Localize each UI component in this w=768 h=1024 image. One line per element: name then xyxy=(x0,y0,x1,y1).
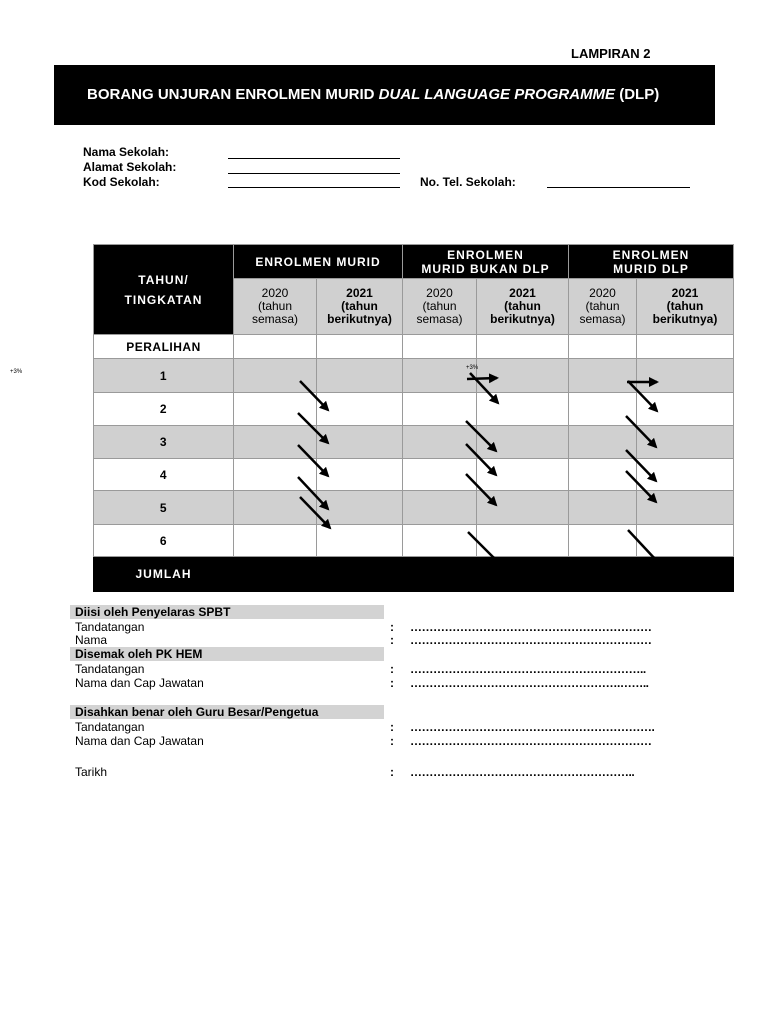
year-next-note-2: berikutnya) xyxy=(490,312,555,326)
table-row-total xyxy=(94,557,734,592)
tel-sekolah-label: No. Tel. Sekolah: xyxy=(420,175,516,189)
form-title-suffix: (DLP) xyxy=(615,86,660,103)
year-current-note-1: (tahun xyxy=(257,299,293,313)
year-current-header xyxy=(403,279,477,335)
year-next-note-1: (tahun xyxy=(341,299,378,313)
year-current-header xyxy=(569,279,637,335)
enrolment-table xyxy=(93,244,734,592)
year-current-note-2: semasa) xyxy=(416,312,463,326)
table-row xyxy=(94,393,734,426)
table-row xyxy=(94,525,734,557)
total-cell xyxy=(569,557,637,592)
group-header-dlp-line1: ENROLMEN xyxy=(612,247,690,262)
row-label: 4 xyxy=(94,459,234,491)
year-current-note-2: semasa) xyxy=(579,312,626,326)
year-next: 2021 xyxy=(671,286,699,300)
cell[interactable] xyxy=(234,491,317,525)
field-colon: : xyxy=(390,720,394,734)
field-label: Nama xyxy=(75,633,108,647)
pkhem-nama-cap-field[interactable]: ……………………………………………….…….. xyxy=(410,676,649,690)
row-label: 2 xyxy=(94,393,234,426)
year-current-header xyxy=(234,279,317,335)
cell[interactable] xyxy=(477,335,569,359)
cell[interactable] xyxy=(403,335,477,359)
section-title-guru-besar: Disahkan benar oleh Guru Besar/Pengetua xyxy=(75,705,319,719)
cell[interactable] xyxy=(637,525,734,557)
cell[interactable] xyxy=(403,393,477,426)
group-header-enrolmen xyxy=(234,245,403,279)
table-row xyxy=(94,491,734,525)
cell[interactable] xyxy=(317,426,403,459)
cell[interactable] xyxy=(317,525,403,557)
field-colon: : xyxy=(390,633,394,647)
cell[interactable] xyxy=(569,335,637,359)
cell[interactable] xyxy=(234,426,317,459)
cell[interactable] xyxy=(403,359,477,393)
cell[interactable] xyxy=(477,491,569,525)
cell[interactable] xyxy=(234,459,317,491)
cell[interactable] xyxy=(569,426,637,459)
field-colon: : xyxy=(390,676,394,690)
total-cell xyxy=(477,557,569,592)
cell[interactable] xyxy=(403,525,477,557)
field-label: Nama dan Cap Jawatan xyxy=(75,734,204,748)
group-header-bukan-dlp-line1: ENROLMEN xyxy=(447,247,524,262)
spbt-tandatangan-field[interactable]: ……………………………………………………… xyxy=(410,620,652,634)
alamat-sekolah-field[interactable] xyxy=(228,173,400,174)
group-header-dlp xyxy=(569,245,734,279)
year-next-note-1: (tahun xyxy=(666,299,704,313)
total-cell xyxy=(403,557,477,592)
cell[interactable] xyxy=(403,426,477,459)
cell[interactable] xyxy=(569,393,637,426)
cell[interactable] xyxy=(317,459,403,491)
cell[interactable] xyxy=(569,525,637,557)
year-next-header xyxy=(317,279,403,335)
year-current: 2020 xyxy=(426,286,453,300)
cell[interactable] xyxy=(637,393,734,426)
nama-sekolah-label: Nama Sekolah: xyxy=(83,145,170,159)
table-row xyxy=(94,426,734,459)
kod-sekolah-field[interactable] xyxy=(228,187,400,188)
group-header-bukan-dlp-line2: MURID BUKAN DLP xyxy=(421,261,550,276)
nama-sekolah-field[interactable] xyxy=(228,158,400,159)
kod-sekolah-label: Kod Sekolah: xyxy=(83,175,160,189)
gb-tandatangan-field[interactable]: ………………………………………………………. xyxy=(410,720,655,734)
year-current-note-1: (tahun xyxy=(422,299,457,313)
field-colon: : xyxy=(390,620,394,634)
form-title-banner xyxy=(54,65,715,125)
year-next: 2021 xyxy=(346,286,373,300)
cell[interactable] xyxy=(477,393,569,426)
group-header-bukan-dlp xyxy=(403,245,569,279)
year-current: 2020 xyxy=(589,286,616,300)
tahun-tingkatan-header xyxy=(94,245,234,335)
row-header-line2: TINGKATAN xyxy=(124,292,203,307)
field-label: Tandatangan xyxy=(75,720,145,734)
group-header-enrolmen-line1: ENROLMEN MURID xyxy=(255,254,381,269)
cell[interactable] xyxy=(637,426,734,459)
row-header-line1: TAHUN/ xyxy=(138,272,189,287)
cell[interactable] xyxy=(477,359,569,393)
row-label: PERALIHAN xyxy=(94,335,234,359)
tarikh-colon: : xyxy=(390,765,394,779)
field-label: Tandatangan xyxy=(75,620,145,634)
year-current: 2020 xyxy=(261,286,289,300)
cell[interactable] xyxy=(317,359,403,393)
lampiran-label: LAMPIRAN 2 xyxy=(571,46,651,61)
tarikh-label: Tarikh xyxy=(75,765,108,779)
spbt-nama-field[interactable]: ……………………………………………………… xyxy=(410,633,652,647)
year-next-header xyxy=(477,279,569,335)
table-row xyxy=(94,459,734,491)
cell[interactable] xyxy=(569,359,637,393)
total-label: JUMLAH xyxy=(94,557,234,592)
alamat-sekolah-label: Alamat Sekolah: xyxy=(83,160,177,174)
tarikh-field[interactable]: ………………………………………………….. xyxy=(410,765,635,779)
side-note: +3% xyxy=(10,369,23,375)
year-next-note-2: berikutnya) xyxy=(652,312,718,326)
cell[interactable] xyxy=(477,525,569,557)
tel-sekolah-field[interactable] xyxy=(547,187,690,188)
cell[interactable] xyxy=(317,393,403,426)
section-title-pk-hem: Disemak oleh PK HEM xyxy=(75,647,203,661)
section-title-spbt: Diisi oleh Penyelaras SPBT xyxy=(75,605,231,619)
cell[interactable] xyxy=(234,525,317,557)
year-current-note-2: semasa) xyxy=(251,312,298,326)
pkhem-tandatangan-field[interactable]: …………………………………………………….. xyxy=(410,662,646,676)
year-next-note-2: berikutnya) xyxy=(327,312,392,326)
field-colon: : xyxy=(390,734,394,748)
form-title-prefix: BORANG UNJURAN ENROLMEN MURID xyxy=(87,86,379,103)
field-label: Nama dan Cap Jawatan xyxy=(75,676,204,690)
cell[interactable] xyxy=(317,335,403,359)
gb-nama-cap-field[interactable]: ……………………………………………………… xyxy=(410,734,652,748)
row-label: 1 xyxy=(94,359,234,393)
cell[interactable] xyxy=(569,491,637,525)
total-cell xyxy=(317,557,403,592)
table-row xyxy=(94,359,734,393)
year-current-note-1: (tahun xyxy=(585,299,620,313)
total-cell xyxy=(637,557,734,592)
table-row xyxy=(94,335,734,359)
cell[interactable] xyxy=(403,491,477,525)
cell[interactable] xyxy=(569,459,637,491)
row-label: 5 xyxy=(94,491,234,525)
cell[interactable] xyxy=(234,359,317,393)
cell[interactable] xyxy=(477,426,569,459)
cell[interactable] xyxy=(637,335,734,359)
cell[interactable] xyxy=(317,491,403,525)
year-next: 2021 xyxy=(509,286,536,300)
year-next-header xyxy=(637,279,734,335)
cell[interactable] xyxy=(637,359,734,393)
arrow-note: +3% xyxy=(466,365,479,371)
cell[interactable] xyxy=(234,335,317,359)
total-cell xyxy=(234,557,317,592)
group-header-dlp-line2: MURID DLP xyxy=(613,261,689,276)
row-label: 3 xyxy=(94,426,234,459)
cell[interactable] xyxy=(477,459,569,491)
form-title-italic: DUAL LANGUAGE PROGRAMME xyxy=(378,86,616,103)
cell[interactable] xyxy=(637,459,734,491)
row-label: 6 xyxy=(94,525,234,557)
cell[interactable] xyxy=(234,393,317,426)
year-next-note-1: (tahun xyxy=(504,299,541,313)
field-colon: : xyxy=(390,662,394,676)
cell[interactable] xyxy=(403,459,477,491)
field-label: Tandatangan xyxy=(75,662,145,676)
cell[interactable] xyxy=(637,491,734,525)
